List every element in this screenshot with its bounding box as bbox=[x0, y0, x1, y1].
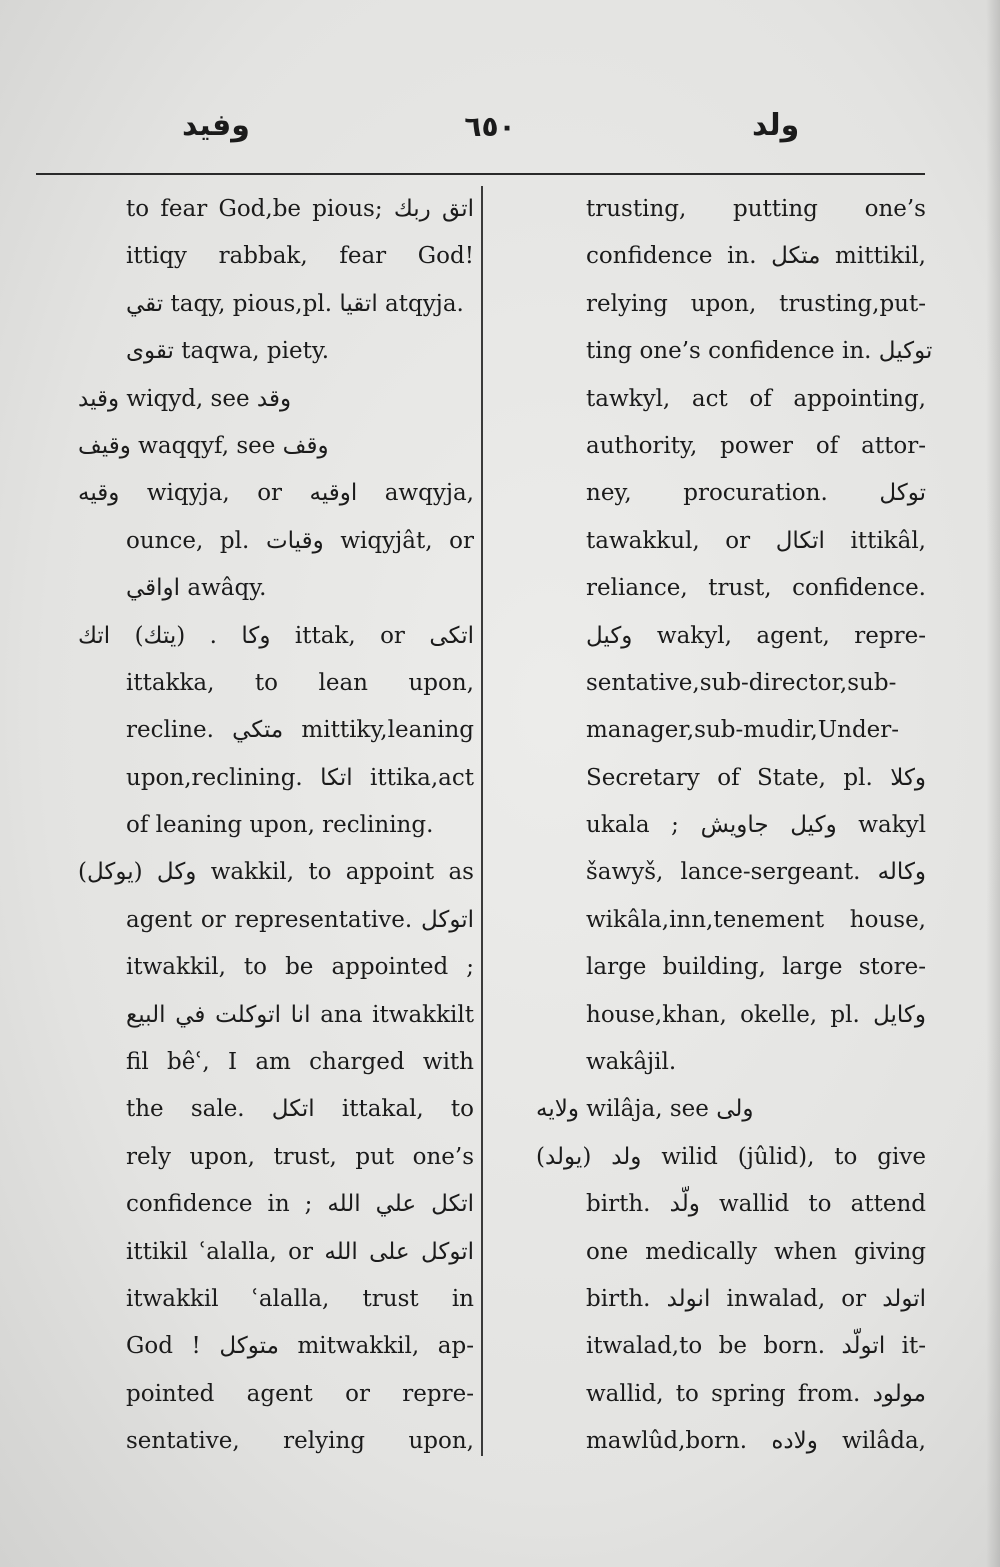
entry-line: وقيف waqqyf, see وقف bbox=[78, 432, 329, 459]
page-header bbox=[0, 100, 1000, 160]
entry-line: وكا . (يتك) اتك ittak, or اتكى bbox=[78, 622, 474, 649]
text-line: recline. متكي mittiky,leaning bbox=[126, 717, 474, 744]
entry-line: ولايه wilâja, see ولى bbox=[536, 1096, 754, 1123]
column-divider bbox=[481, 186, 483, 1456]
text-line: rely upon, trust, put one’s bbox=[126, 1143, 474, 1170]
text-line: itwakkil, to be appointed ; bbox=[126, 954, 474, 981]
text-line: agent or representative. اتوكل bbox=[126, 906, 474, 933]
text-line: birth. ولّد wallid to attend bbox=[586, 1191, 926, 1218]
text-line: trusting, putting one’s bbox=[586, 196, 926, 222]
text-line: ney, procuration. توكل bbox=[586, 480, 926, 507]
text-line: mawlûd,born. ولاده wilâda, bbox=[586, 1428, 926, 1455]
entry-line: ولد (يولد) wilid (jûlid), to give bbox=[536, 1143, 926, 1170]
text-line: of leaning upon, reclining. bbox=[126, 812, 434, 839]
text-line: wakâjil. bbox=[586, 1049, 677, 1076]
entry-line: وقيد wiqyd, see وقد bbox=[78, 385, 292, 412]
text-line: šawyš, lance-sergeant. وكاله bbox=[586, 859, 926, 886]
entry-line: وكل (يوكل) wakkil, to appoint as bbox=[78, 859, 474, 886]
text-line: انا اتوكلت في البيع ana itwakkilt bbox=[126, 1001, 474, 1028]
text-line: ounce, pl. وقيات wiqyjât, or bbox=[126, 527, 474, 554]
entry-line: وقيه wiqyja, or اوقيه awqyja, bbox=[78, 480, 474, 507]
left-running-headword: وفيد bbox=[182, 108, 250, 143]
text-line: تقي taqy, pious,pl. اتقيا atqyja. bbox=[126, 290, 464, 317]
text-line: ukala ; وكيل جاويش wakyl bbox=[586, 812, 926, 839]
text-line: large building, large store- bbox=[586, 954, 926, 981]
text-line: ittakka, to lean upon, bbox=[126, 669, 474, 696]
text-line: to fear God,be pious; اتق ربك bbox=[126, 196, 474, 222]
text-line: اواقي awâqy. bbox=[126, 575, 267, 602]
text-line: وكيل wakyl, agent, repre- bbox=[586, 622, 926, 649]
right-running-headword: ولد bbox=[752, 108, 800, 143]
text-line: confidence in ; اتكل علي الله bbox=[126, 1191, 475, 1218]
text-line: pointed agent or repre- bbox=[126, 1380, 474, 1407]
text-line: birth. انولد inwalad, or اتولد bbox=[586, 1285, 926, 1312]
text-line: wallid, to spring from. مولود bbox=[586, 1380, 926, 1407]
text-line: the sale. اتكل ittakal, to bbox=[126, 1096, 474, 1123]
text-line: relying upon, trusting,put- bbox=[586, 290, 926, 317]
text-line: upon,reclining. اتكا ittika,act bbox=[126, 764, 474, 791]
text-line: manager,sub-mudir,Under- bbox=[586, 717, 900, 744]
text-line: house,khan, okelle, pl. وكايل bbox=[586, 1001, 926, 1028]
header-rule bbox=[36, 173, 925, 175]
text-line: tawakkul, or اتكال ittikâl, bbox=[586, 527, 926, 554]
text-line: confidence in. متكل mittikil, bbox=[586, 243, 926, 270]
right-column bbox=[536, 186, 933, 1466]
text-line: tawkyl, act of appointing, bbox=[586, 385, 926, 412]
text-line: تقوى taqwa, piety. bbox=[126, 338, 330, 365]
text-line: reliance, trust, confidence. bbox=[586, 575, 926, 602]
text-line: God ! متوكل mitwakkil, ap- bbox=[126, 1333, 474, 1360]
page-number: ٦٥٠ bbox=[464, 110, 516, 143]
text-line: ittiqy rabbak, fear God! bbox=[126, 243, 474, 270]
text-line: ting one’s confidence in. توكيل bbox=[586, 338, 933, 365]
text-line: ittikil ʿalalla, or اتوكل على الله bbox=[126, 1238, 475, 1265]
text-line: sentative, relying upon, bbox=[126, 1428, 474, 1455]
text-line: wikâla,inn,tenement house, bbox=[586, 906, 926, 933]
left-column bbox=[78, 186, 474, 1466]
text-line: Secretary of State, pl. وكلا bbox=[586, 764, 926, 791]
text-line: one medically when giving bbox=[586, 1238, 926, 1265]
text-line: itwalad,to be born. اتولّد it- bbox=[586, 1333, 926, 1360]
page-edge-shadow bbox=[986, 0, 1000, 1567]
text-line: authority, power of attor- bbox=[586, 432, 926, 459]
text-line: sentative,sub-director,sub- bbox=[586, 669, 897, 696]
text-line: fil bêʿ, I am charged with bbox=[126, 1049, 474, 1076]
text-line: itwakkil ʿalalla, trust in bbox=[126, 1285, 474, 1312]
